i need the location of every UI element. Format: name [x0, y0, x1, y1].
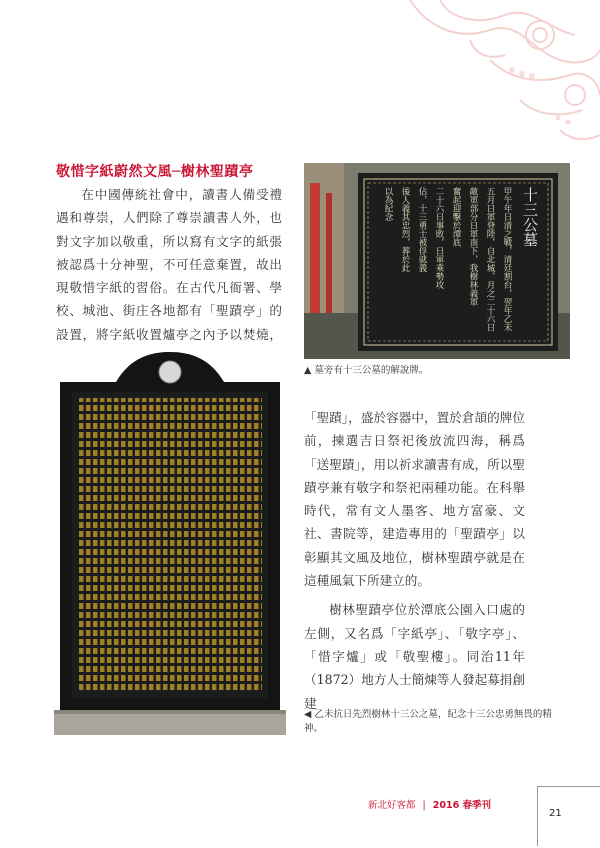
inscription-line: 二十六日事敗，日軍乘勢攻 [434, 187, 444, 289]
article-body-right [304, 406, 525, 715]
paragraph: 「聖蹟」，盛於容器中，置於倉頡的牌位前，揀選吉日祭祀後放流四海，稱爲「送聖蹟」，用以祈求讀書有成，所以聖蹟亭兼有敬字和祭祀兩種功能。在科舉時代，常有文人墨客、地方富豪、文社、書院等，建造專用的「聖蹟亭」以彰顯其文風及地位，樹林聖蹟亭就是在這種風氣下所建立的。 [304, 410, 525, 589]
inscription-line: 五月日軍登陸，自北城，月之二十六日 [485, 187, 495, 332]
inscription-line: 以為紀念 [383, 187, 393, 221]
tomb-photo-caption: ▲ 墓旁有十三公墓的解說牌。 [304, 365, 429, 376]
stele-illustration [50, 350, 290, 735]
footer-magazine [368, 797, 491, 811]
tomb-sign-inscription [374, 187, 514, 337]
inscription-line: 後人義其忠烈，葬於此 [400, 187, 410, 272]
article-body-left [56, 183, 282, 369]
article-title: 敬惜字紙蔚然文風─樹林聖蹟亭 [56, 164, 254, 180]
issue-label: 2016 春季刊 [432, 800, 492, 811]
stele-photo-caption: ◀ 乙未抗日先烈樹林十三公之墓，紀念十三公忠勇無畏的精神。 [304, 709, 552, 734]
tomb-sign-heading: 十三公墓 [521, 187, 539, 247]
paragraph: 在中國傳統社會中，讀書人備受禮遇和尊崇，人們除了尊崇讀書人外，也對文字加以敬重，所以寫有文字的紙張被認爲十分神聖，不可任意棄置，故出現敬惜字紙的習俗。在古代凡衙署、學校、城池、街庄各地都有「聖蹟亭」的設置，將字紙收置爐亭之內予以焚燒， [56, 187, 282, 342]
page-number-divider [537, 786, 538, 846]
page-number: 21 [549, 808, 562, 819]
inscription-line: 甲午年日清之戰，清廷割台，翌年乙未 [502, 187, 512, 332]
inscription-line: 敵軍部分日軍南下，我樹林義軍 [468, 187, 478, 306]
magazine-name: 新北好客都 [368, 800, 416, 811]
inscription-line: 佔，十三勇士被俘就義 [417, 187, 427, 272]
paragraph: 樹林聖蹟亭位於潭底公園入口處的左側，又名爲「字紙亭」、「敬字亭」、「惜字爐」或「敬聖樓」。同治11年（1872）地方人士簡煉等人發起募捐創建 [304, 602, 525, 711]
tomb-sign-photo [304, 163, 570, 359]
decorative-ornament [370, 0, 600, 150]
page-number-rule [537, 786, 600, 787]
inscription-line: 奮起迎擊於潭底 [451, 187, 461, 247]
stele-photo [50, 350, 290, 735]
footer-separator: | [422, 800, 426, 811]
